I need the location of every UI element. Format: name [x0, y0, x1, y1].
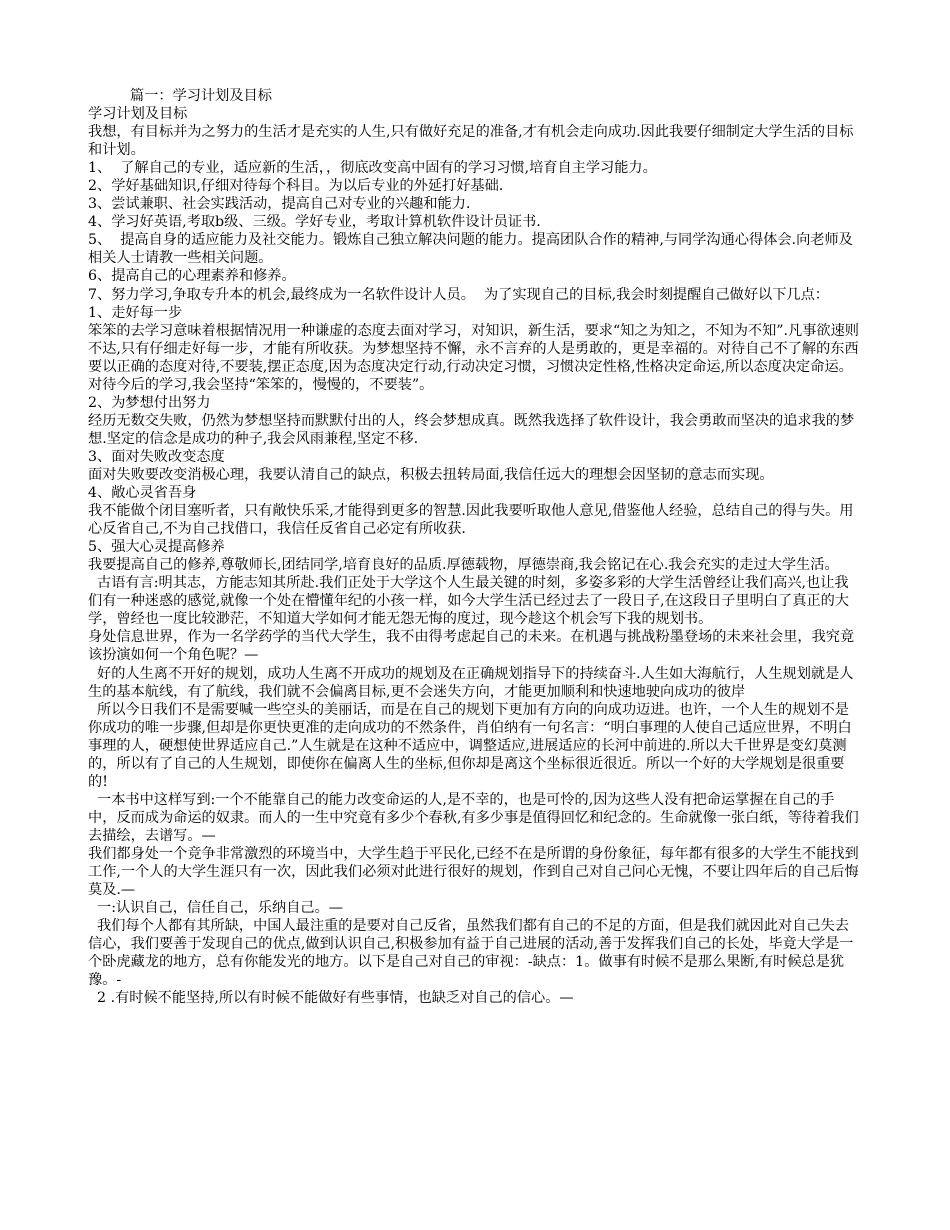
paragraph: 2、学好基础知识,仔细对待每个科目。为以后专业的外延打好基础. [88, 178, 504, 195]
paragraph: 笨笨的去学习意味着根据情况用一种谦虚的态度去面对学习，对知识，新生活，要求“知之为知之，不知为不知”.凡事欲速则不达,只有仔细走好每一步，才能有所收获。为梦想坚持不懈，永不言弃的人是勇敢的，更是幸福的。对待自己不了解的东西要以正确的态度对待,不要装,摆正态度,因为态度决定行动,行动决定习惯，习惯决定性格,性格决定命运,所以态度决定命运。对待今后的学习,我会坚持“笨笨的，慢慢的，不要装”。 [88, 322, 859, 393]
paragraph: 所以今日我们不是需要喊一些空头的美丽话，而是在自己的规划下更加有方向的向成功迈进。也许，一个人生的规划不是你成功的唯一步骤,但却是你更快更准的走向成功的不然条件，肖伯纳有一句名言：“明白事理的人使自己适应世界，不明白事理的人，硬想使世界适应自己.”人生就是在这种不适应中，调整适应,进展适应的长河中前进的.所以大千世界是变幻莫测的，所以有了自己的人生规划，即使你在偏离人生的坐标,但你却是离这个坐标很近很近。所以一个好的大学规划是很重要的! [88, 701, 852, 790]
section-heading: 3、面对失败改变态度 [88, 448, 225, 465]
section-heading: 5、强大心灵提高修养 [88, 539, 225, 556]
paragraph: 经历无数交失败，仍然为梦想坚持而默默付出的人，终会梦想成真。既然我选择了软件设计，我会勇敢而坚决的追求我的梦想.坚定的信念是成功的种子,我会风雨兼程,坚定不移. [88, 412, 855, 447]
paragraph: 学习计划及目标 [88, 106, 188, 123]
paragraph: 我要提高自己的修养,尊敬师长,团结同学,培育良好的品质.厚德载物，厚德崇商,我会铭记在心.我会充实的走过大学生活。 [88, 557, 839, 574]
section-heading: 一:认识自己，信任自己，乐纳自己。— [88, 900, 343, 917]
paragraph: 1、 了解自己的专业，适应新的生活，，彻底改变高中固有的学习习惯,培育自主学习能力。 [88, 160, 657, 177]
document-page [88, 87, 860, 1007]
paragraph: 7、努力学习,争取专升本的机会,最终成为一名软件设计人员。 为了实现自己的目标,我会时刻提醒自己做好以下几点： [88, 286, 829, 303]
paragraph: 身处信息世界，作为一名学药学的当代大学生，我不由得考虑起自己的未来。在机遇与挑战粉墨登场的未来社会里，我究竟该扮演如何一个角色呢？— [88, 629, 855, 664]
paragraph: 我们每个人都有其所缺，中国人最注重的是要对自己反省，虽然我们都有自己的不足的方面，但是我们就因此对自己失去信心，我们要善于发现自己的优点,做到认识自己,积极参加有益于自己进展的活动,善于发挥我们自己的长处，毕竟大学是一个卧虎藏龙的地方，总有你能发光的地方。以下是自己对自己的审视：-缺点：1。做事有时候不是那么果断,有时候总是犹豫。- [88, 918, 854, 989]
paragraph: 5、 提高自身的适应能力及社交能力。锻炼自己独立解决问题的能力。提高团队合作的精神,与同学沟通心得体会.向老师及相关人士请教一些相关问题。 [88, 232, 853, 267]
paragraph: 古语有言:明其志，方能志知其所赴.我们正处于大学这个人生最关键的时刻，多姿多彩的大学生活曾经让我们高兴,也让我们有一种迷惑的感觉,就像一个处在懵懂年纪的小孩一样，如今大学生活已经过去了一段日子,在这段日子里明白了真正的大学，曾经也一度比较渺茫，不知道大学如何才能无怨无悔的度过，现今趁这个机会写下我的规划书。 [88, 575, 849, 628]
paragraph: 我想，有目标并为之努力的生活才是充实的人生,只有做好充足的准备,才有机会走向成功.因此我要仔细制定大学生活的目标和计划。 [88, 124, 854, 159]
paragraph: 好的人生离不开好的规划，成功人生离不开成功的规划及在正确规划指导下的持续奋斗.人生如大海航行，人生规划就是人生的基本航线，有了航线，我们就不会偏离目标,更不会迷失方向，才能更加顺利和快速地驶向成功的彼岸 [88, 665, 854, 700]
paragraph: 我们都身处一个竞争非常激烈的环境当中，大学生趋于平民化,已经不在是所谓的身份象征，每年都有很多的大学生不能找到工作,一个人的大学生涯只有一次，因此我们必须对此进行很好的规划，作到自己对自己问心无愧，不要让四年后的自己后悔莫及.— [88, 845, 859, 899]
section-heading: 1、走好每一步 [88, 304, 183, 321]
section-heading: 4、敞心灵省吾身 [88, 485, 197, 502]
paragraph: 6、提高自己的心理素养和修养。 [88, 268, 296, 285]
paragraph: 3、尝试兼职、社会实践活动，提高自己对专业的兴趣和能力. [88, 196, 471, 213]
section-heading: 2、为梦想付出努力 [88, 394, 211, 411]
paragraph: 面对失败要改变消极心理，我要认清自己的缺点，积极去扭转局面,我信任远大的理想会因坚韧的意志而实现。 [88, 466, 774, 483]
paragraph: 一本书中这样写到:一个不能靠自己的能力改变命运的人,是不幸的，也是可怜的,因为这些人没有把命运掌握在自己的手中，反而成为命运的奴隶。而人的一生中究竟有多少个春秋,有多少事是值得回忆和纪念的。生命就像一张白纸，等待着我们去描绘，去谱写。— [88, 791, 859, 844]
paragraph: 4、学习好英语,考取b级、三级。学好专业，考取计算机软件设计员证书. [88, 214, 541, 231]
paragraph: 我不能做个闭目塞听者，只有敞快乐采,才能得到更多的智慧.因此我要听取他人意见,借鉴他人经验，总结自己的得与失。用心反省自己,不为自己找借口，我信任反省自己必定有所收获. [88, 503, 854, 538]
document-title: 篇一：学习计划及目标 [130, 88, 272, 104]
paragraph: 2 .有时候不能坚持,所以有时候不能做好有些事情，也缺乏对自己的信心。— [88, 990, 574, 1007]
